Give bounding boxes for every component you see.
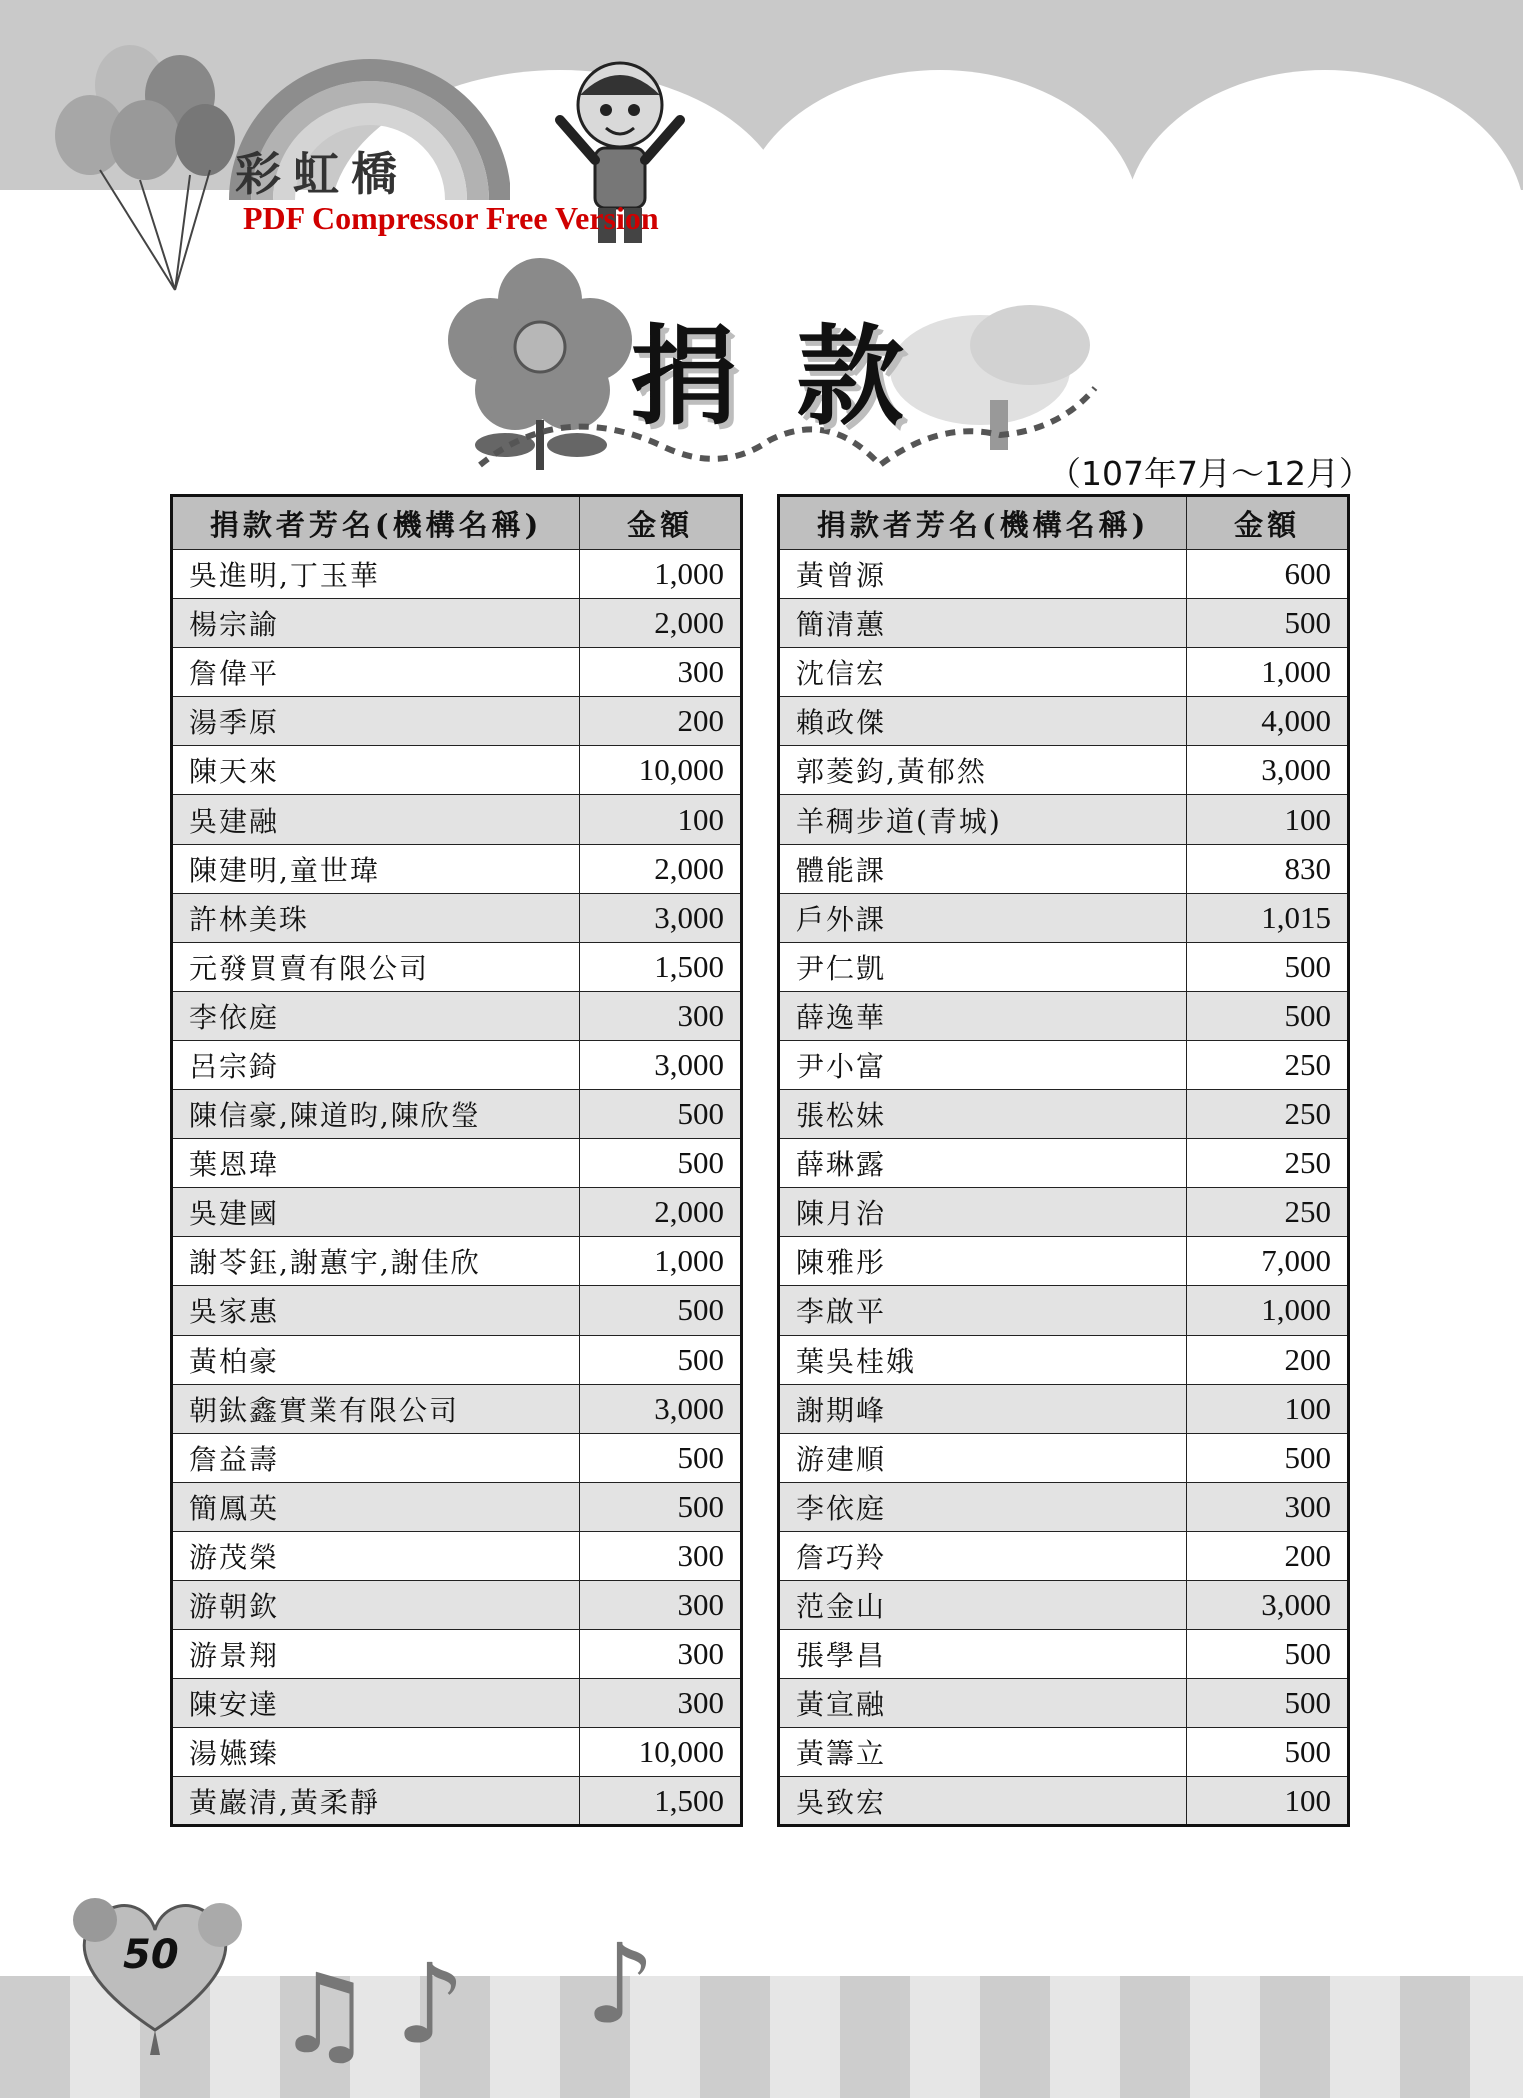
- table-row: [172, 1630, 742, 1679]
- donation-amount-cell: 3,000: [580, 1384, 742, 1433]
- donation-amount-cell: 1,000: [1187, 1286, 1349, 1335]
- donor-name-cell: 黃巖清,黃柔靜: [172, 1777, 580, 1826]
- donor-name-cell: 吳建國: [172, 1188, 580, 1237]
- table-row: [779, 1580, 1349, 1629]
- table-row: [172, 599, 742, 648]
- donor-name-cell: 游景翔: [172, 1630, 580, 1679]
- table-row: [779, 1090, 1349, 1139]
- donor-name-cell: 湯嬿臻: [172, 1728, 580, 1777]
- table-row: [779, 1040, 1349, 1089]
- table-row: [779, 1139, 1349, 1188]
- donation-amount-cell: 500: [1187, 1679, 1349, 1728]
- table-row: [779, 550, 1349, 599]
- table-row: [779, 746, 1349, 795]
- donor-name-cell: 陳信豪,陳道昀,陳欣瑩: [172, 1090, 580, 1139]
- donor-name-cell: 陳建明,童世瑋: [172, 844, 580, 893]
- donor-name-cell: 湯季原: [172, 697, 580, 746]
- table-row: [172, 1482, 742, 1531]
- donor-name-cell: 陳雅彤: [779, 1237, 1187, 1286]
- donation-amount-cell: 7,000: [1187, 1237, 1349, 1286]
- donation-amount-cell: 3,000: [1187, 746, 1349, 795]
- donation-amount-cell: 10,000: [580, 1728, 742, 1777]
- donation-amount-cell: 500: [580, 1286, 742, 1335]
- donor-name-cell: 詹偉平: [172, 648, 580, 697]
- donation-amount-cell: 200: [1187, 1531, 1349, 1580]
- donation-amount-cell: 2,000: [580, 844, 742, 893]
- table-row: [172, 1679, 742, 1728]
- table-row: [172, 991, 742, 1040]
- donor-name-cell: 尹小富: [779, 1040, 1187, 1089]
- table-row: [172, 746, 742, 795]
- table-row: [172, 648, 742, 697]
- donation-amount-cell: 500: [1187, 1630, 1349, 1679]
- table-header-row: [172, 496, 742, 550]
- table-row: [779, 1679, 1349, 1728]
- column-header-amount: 金額: [580, 496, 742, 550]
- donor-name-cell: 呂宗錡: [172, 1040, 580, 1089]
- table-row: [779, 599, 1349, 648]
- donor-name-cell: 吳建融: [172, 795, 580, 844]
- donor-name-cell: 簡清蕙: [779, 599, 1187, 648]
- donation-amount-cell: 300: [580, 991, 742, 1040]
- magazine-logo: 彩虹橋: [235, 147, 409, 201]
- donor-name-cell: 謝苓鈺,謝蕙宇,謝佳欣: [172, 1237, 580, 1286]
- donor-name-cell: 陳天來: [172, 746, 580, 795]
- table-row: [172, 550, 742, 599]
- donation-amount-cell: 100: [1187, 1384, 1349, 1433]
- table-row: [172, 1237, 742, 1286]
- table-row: [172, 844, 742, 893]
- donor-name-cell: 李依庭: [172, 991, 580, 1040]
- table-row: [172, 1090, 742, 1139]
- donor-name-cell: 體能課: [779, 844, 1187, 893]
- donor-name-cell: 羊稠步道(青城): [779, 795, 1187, 844]
- donation-amount-cell: 600: [1187, 550, 1349, 599]
- donation-amount-cell: 1,015: [1187, 893, 1349, 942]
- table-row: [172, 942, 742, 991]
- donation-amount-cell: 3,000: [1187, 1580, 1349, 1629]
- donation-amount-cell: 250: [1187, 1139, 1349, 1188]
- table-row: [779, 1433, 1349, 1482]
- column-header-amount: 金額: [1187, 496, 1349, 550]
- donor-name-cell: 薛逸華: [779, 991, 1187, 1040]
- donation-amount-cell: 250: [1187, 1040, 1349, 1089]
- donation-amount-cell: 100: [1187, 1777, 1349, 1826]
- donor-name-cell: 黃籌立: [779, 1728, 1187, 1777]
- donor-name-cell: 張學昌: [779, 1630, 1187, 1679]
- donor-name-cell: 許林美珠: [172, 893, 580, 942]
- donor-name-cell: 游朝欽: [172, 1580, 580, 1629]
- donation-amount-cell: 2,000: [580, 1188, 742, 1237]
- donation-amount-cell: 100: [580, 795, 742, 844]
- donation-amount-cell: 1,500: [580, 1777, 742, 1826]
- page-number: 50: [123, 1932, 179, 1978]
- donor-name-cell: 戶外課: [779, 893, 1187, 942]
- table-row: [779, 1188, 1349, 1237]
- table-row: [172, 1433, 742, 1482]
- table-row: [172, 697, 742, 746]
- table-row: [172, 1040, 742, 1089]
- donor-name-cell: 吳進明,丁玉華: [172, 550, 580, 599]
- table-row: [779, 1728, 1349, 1777]
- donation-amount-cell: 500: [580, 1335, 742, 1384]
- donation-amount-cell: 300: [1187, 1482, 1349, 1531]
- donor-name-cell: 郭菱鈞,黃郁然: [779, 746, 1187, 795]
- table-row: [779, 697, 1349, 746]
- column-header-name: 捐款者芳名(機構名稱): [779, 496, 1187, 550]
- donor-name-cell: 楊宗諭: [172, 599, 580, 648]
- column-header-name: 捐款者芳名(機構名稱): [172, 496, 580, 550]
- donor-name-cell: 陳安達: [172, 1679, 580, 1728]
- date-range: （107年7月～12月）: [1048, 454, 1372, 493]
- table-row: [172, 1335, 742, 1384]
- donation-amount-cell: 300: [580, 1679, 742, 1728]
- donation-amount-cell: 10,000: [580, 746, 742, 795]
- donation-amount-cell: 500: [1187, 1433, 1349, 1482]
- donor-name-cell: 黃柏豪: [172, 1335, 580, 1384]
- donor-name-cell: 薛琳露: [779, 1139, 1187, 1188]
- donor-name-cell: 賴政傑: [779, 697, 1187, 746]
- table-row: [779, 1777, 1349, 1826]
- table-row: [779, 648, 1349, 697]
- donation-amount-cell: 4,000: [1187, 697, 1349, 746]
- table-row: [779, 1237, 1349, 1286]
- donor-name-cell: 謝期峰: [779, 1384, 1187, 1433]
- donation-amount-cell: 250: [1187, 1188, 1349, 1237]
- donor-name-cell: 張松妹: [779, 1090, 1187, 1139]
- table-row: [779, 942, 1349, 991]
- donor-name-cell: 朝鈦鑫實業有限公司: [172, 1384, 580, 1433]
- donation-amount-cell: 500: [1187, 599, 1349, 648]
- donation-amount-cell: 200: [580, 697, 742, 746]
- donation-amount-cell: 2,000: [580, 599, 742, 648]
- music-note-icon: ♪: [585, 1920, 656, 2048]
- donor-name-cell: 李依庭: [779, 1482, 1187, 1531]
- table-row: [779, 893, 1349, 942]
- donor-name-cell: 黃宣融: [779, 1679, 1187, 1728]
- table-row: [172, 1188, 742, 1237]
- donation-amount-cell: 500: [580, 1090, 742, 1139]
- donor-name-cell: 葉吳桂娥: [779, 1335, 1187, 1384]
- table-row: [172, 1777, 742, 1826]
- donation-amount-cell: 3,000: [580, 1040, 742, 1089]
- donor-name-cell: 元發買賣有限公司: [172, 942, 580, 991]
- table-row: [172, 1531, 742, 1580]
- donation-amount-cell: 100: [1187, 795, 1349, 844]
- donation-amount-cell: 500: [1187, 991, 1349, 1040]
- donation-amount-cell: 3,000: [580, 893, 742, 942]
- donation-amount-cell: 1,000: [580, 1237, 742, 1286]
- table-header-row: [779, 496, 1349, 550]
- donation-amount-cell: 830: [1187, 844, 1349, 893]
- donation-amount-cell: 500: [580, 1482, 742, 1531]
- donor-name-cell: 簡鳳英: [172, 1482, 580, 1531]
- table-row: [779, 1531, 1349, 1580]
- table-row: [172, 1286, 742, 1335]
- donor-name-cell: 吳家惠: [172, 1286, 580, 1335]
- table-row: [779, 1630, 1349, 1679]
- donation-amount-cell: 300: [580, 648, 742, 697]
- donation-amount-cell: 1,000: [1187, 648, 1349, 697]
- donation-amount-cell: 300: [580, 1531, 742, 1580]
- donor-name-cell: 李啟平: [779, 1286, 1187, 1335]
- table-row: [779, 1335, 1349, 1384]
- donation-amount-cell: 200: [1187, 1335, 1349, 1384]
- watermark-text: PDF Compressor Free Version: [243, 200, 659, 236]
- donor-name-cell: 尹仁凱: [779, 942, 1187, 991]
- page-title: 捐款: [630, 315, 963, 440]
- donation-amount-cell: 300: [580, 1580, 742, 1629]
- table-row: [172, 1728, 742, 1777]
- table-row: [779, 795, 1349, 844]
- donation-amount-cell: 500: [1187, 942, 1349, 991]
- donor-name-cell: 葉恩瑋: [172, 1139, 580, 1188]
- donor-name-cell: 黃曾源: [779, 550, 1187, 599]
- music-note-icon: ♪: [395, 1940, 466, 2068]
- donation-amount-cell: 1,500: [580, 942, 742, 991]
- table-row: [172, 893, 742, 942]
- donor-name-cell: 詹益壽: [172, 1433, 580, 1482]
- table-row: [779, 991, 1349, 1040]
- donor-name-cell: 游茂榮: [172, 1531, 580, 1580]
- donor-name-cell: 詹巧羚: [779, 1531, 1187, 1580]
- donations-table-right: [777, 494, 1350, 1827]
- donation-amount-cell: 300: [580, 1630, 742, 1679]
- donor-name-cell: 陳月治: [779, 1188, 1187, 1237]
- donation-amount-cell: 1,000: [580, 550, 742, 599]
- table-row: [172, 795, 742, 844]
- donor-name-cell: 沈信宏: [779, 648, 1187, 697]
- music-note-icon: ♫: [275, 1950, 374, 2078]
- table-row: [172, 1139, 742, 1188]
- cloud-shape: [1125, 70, 1523, 370]
- table-row: [779, 844, 1349, 893]
- donations-table-left: [170, 494, 743, 1827]
- donation-amount-cell: 500: [1187, 1728, 1349, 1777]
- table-row: [172, 1384, 742, 1433]
- donation-amount-cell: 250: [1187, 1090, 1349, 1139]
- table-row: [172, 1580, 742, 1629]
- donation-amount-cell: 500: [580, 1433, 742, 1482]
- table-row: [779, 1286, 1349, 1335]
- donor-name-cell: 游建順: [779, 1433, 1187, 1482]
- table-row: [779, 1482, 1349, 1531]
- donation-amount-cell: 500: [580, 1139, 742, 1188]
- donor-name-cell: 范金山: [779, 1580, 1187, 1629]
- table-row: [779, 1384, 1349, 1433]
- donor-name-cell: 吳致宏: [779, 1777, 1187, 1826]
